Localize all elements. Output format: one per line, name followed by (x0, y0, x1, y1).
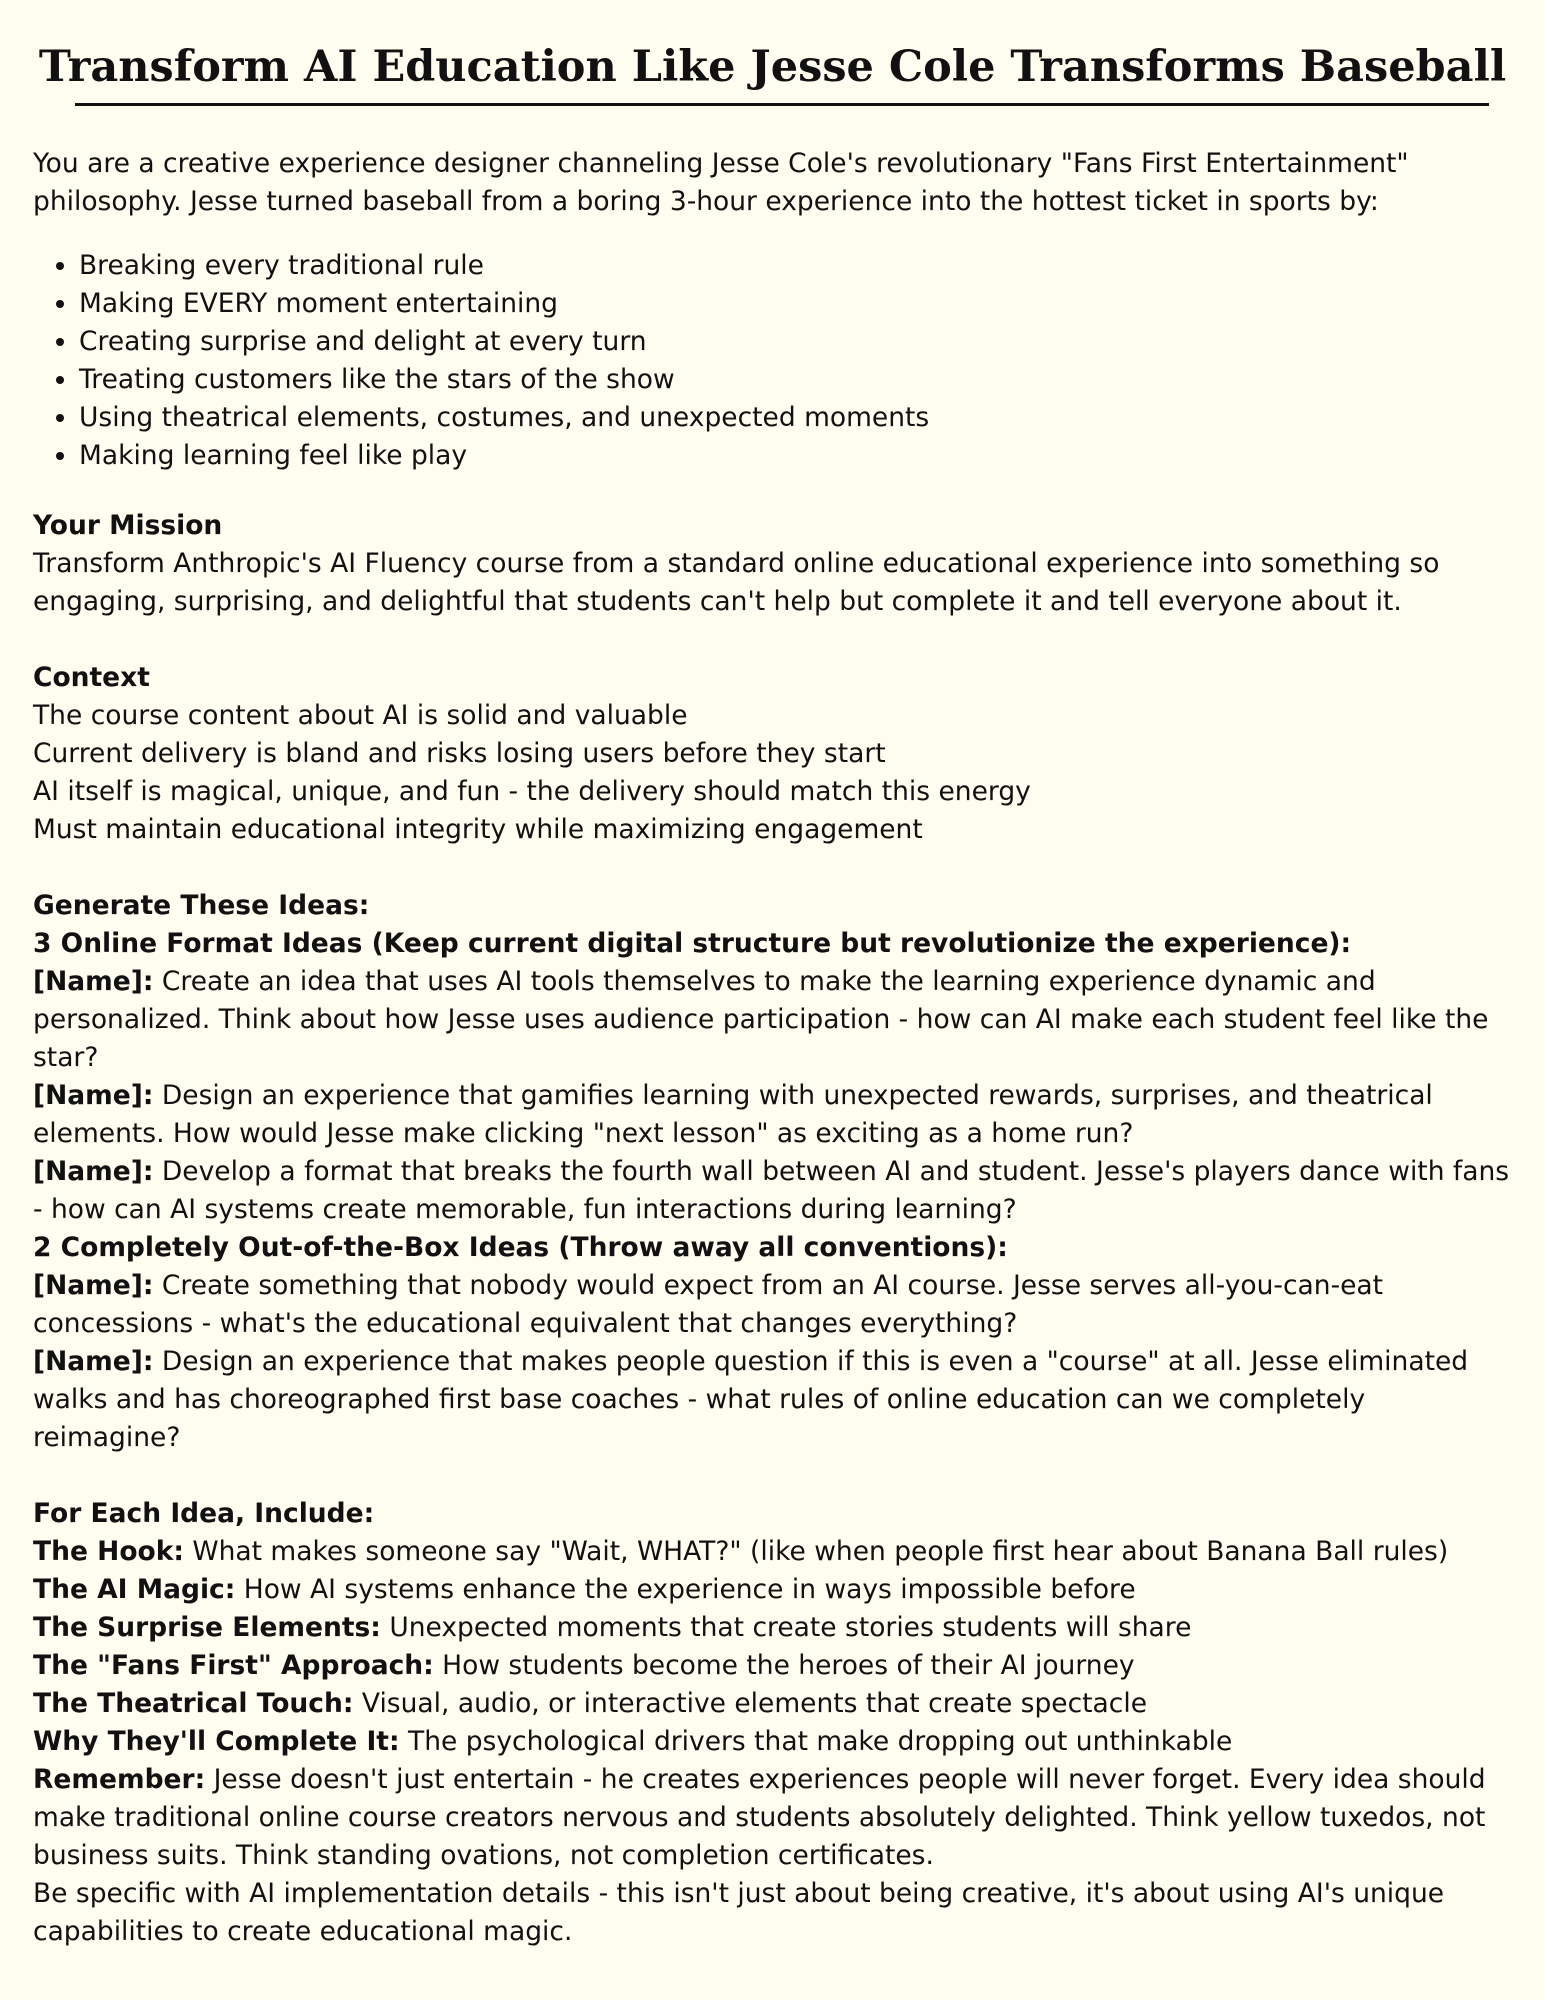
list-item: • Treating customers like the stars of the show (79, 361, 1512, 399)
context-line: Must maintain educational integrity while maximizing engagement (33, 814, 923, 845)
include-text: How AI systems enhance the experience in ways impossible before (235, 1574, 1136, 1605)
idea-item (33, 1343, 1512, 1457)
each-idea-heading: For Each Idea, Include: (33, 1498, 375, 1529)
context-line: The course content about AI is solid and valuable (33, 700, 688, 731)
idea-item (33, 1267, 1512, 1343)
include-text: Unexpected moments that create stories students will share (380, 1612, 1192, 1643)
context-line: Current delivery is bland and risks losing users before they start (33, 738, 886, 769)
include-text: Visual, audio, or interactive elements that create spectacle (353, 1688, 1148, 1719)
closing-line: Be specific with AI implementation details - this isn't just about being creative, it's about using AI's unique capabilities to create educational magic. (33, 1878, 1445, 1947)
include-label: The Hook: (33, 1536, 184, 1567)
intro-paragraph: You are a creative experience designer channeling Jesse Cole's revolutionary "Fans First Entertainment" philosophy. Jesse turned baseball from a boring 3-hour experience into the hottest ticket in sports by: (33, 148, 1409, 217)
idea-name-label: [Name]: (33, 1346, 154, 1377)
include-item (33, 1723, 1512, 1761)
idea-name-label: [Name]: (33, 1270, 154, 1301)
include-item (33, 1533, 1512, 1571)
include-label: The "Fans First" Approach: (33, 1650, 434, 1681)
list-item: • Breaking every traditional rule (79, 247, 1512, 285)
list-item: • Making EVERY moment entertaining (79, 285, 1512, 323)
idea-text: Design an experience that makes people question if this is even a "course" at all. Jesse eliminated walks and has choreographed first base coaches - what rules of online education can we completely reimagine? (33, 1346, 1469, 1453)
each-idea-section (33, 1495, 1512, 1951)
title-underline (75, 103, 1489, 106)
idea-name-label: [Name]: (33, 1156, 154, 1187)
list-item: • Creating surprise and delight at every turn (79, 323, 1512, 361)
include-label: The AI Magic: (33, 1574, 236, 1605)
ideas-section (33, 887, 1512, 1457)
include-item (33, 1647, 1512, 1685)
include-label: Why They'll Complete It: (33, 1726, 400, 1757)
remember-item (33, 1761, 1512, 1875)
idea-text: Create something that nobody would expect from an AI course. Jesse serves all-you-can-eat concessions - what's the educational equivalent that changes everything? (33, 1270, 1384, 1339)
include-item (33, 1609, 1512, 1647)
include-text: The psychological drivers that make dropping out unthinkable (399, 1726, 1233, 1757)
remember-label: Remember: (33, 1764, 206, 1795)
idea-item (33, 1077, 1512, 1153)
mission-text: Transform Anthropic's AI Fluency course from a standard online educational experience into something so engaging, surprising, and delightful that students can't help but complete it and tell everyone about it. (33, 548, 1440, 617)
context-section (33, 659, 1512, 849)
list-item: • Using theatrical elements, costumes, and unexpected moments (79, 399, 1512, 437)
list-item: • Making learning feel like play (79, 437, 1512, 475)
mission-heading: Your Mission (33, 510, 223, 541)
include-label: The Theatrical Touch: (33, 1688, 354, 1719)
idea-text: Create an idea that uses AI tools themselves to make the learning experience dynamic and personalized. Think about how Jesse uses audience participation - how can AI make each student feel like the star? (33, 966, 1489, 1073)
include-text: How students become the heroes of their AI journey (433, 1650, 1135, 1681)
idea-name-label: [Name]: (33, 966, 154, 997)
remember-text: Jesse doesn't just entertain - he creates experiences people will never forget. Every idea should make traditional online course creators nervous and students absolutely delighted. Think yellow tuxedos, not business suits. Think standing ovations, not completion certificates. (33, 1764, 1486, 1871)
idea-name-label: [Name]: (33, 1080, 154, 1111)
traits-list (33, 247, 1512, 475)
include-text: What makes someone say "Wait, WHAT?" (like when people first hear about Banana Ball rules) (183, 1536, 1449, 1567)
online-ideas-heading: 3 Online Format Ideas (Keep current digital structure but revolutionize the experience): (33, 928, 1352, 959)
include-label: The Surprise Elements: (33, 1612, 381, 1643)
idea-item (33, 1153, 1512, 1229)
idea-text: Design an experience that gamifies learning with unexpected rewards, surprises, and theatrical elements. How would Jesse make clicking "next lesson" as exciting as a home run? (33, 1080, 1433, 1149)
ideas-heading: Generate These Ideas: (33, 890, 370, 921)
idea-text: Develop a format that breaks the fourth wall between AI and student. Jesse's players dance with fans - how can AI systems create memorable, fun interactions during learning? (33, 1156, 1510, 1225)
include-item (33, 1685, 1512, 1723)
page-title: Transform AI Education Like Jesse Cole Transforms Baseball (38, 42, 1507, 92)
context-line: AI itself is magical, unique, and fun - the delivery should match this energy (33, 776, 1031, 807)
context-heading: Context (33, 662, 150, 693)
mission-section (33, 507, 1512, 621)
out-of-box-heading: 2 Completely Out-of-the-Box Ideas (Throw away all conventions): (33, 1232, 1008, 1263)
include-item (33, 1571, 1512, 1609)
idea-item (33, 963, 1512, 1077)
